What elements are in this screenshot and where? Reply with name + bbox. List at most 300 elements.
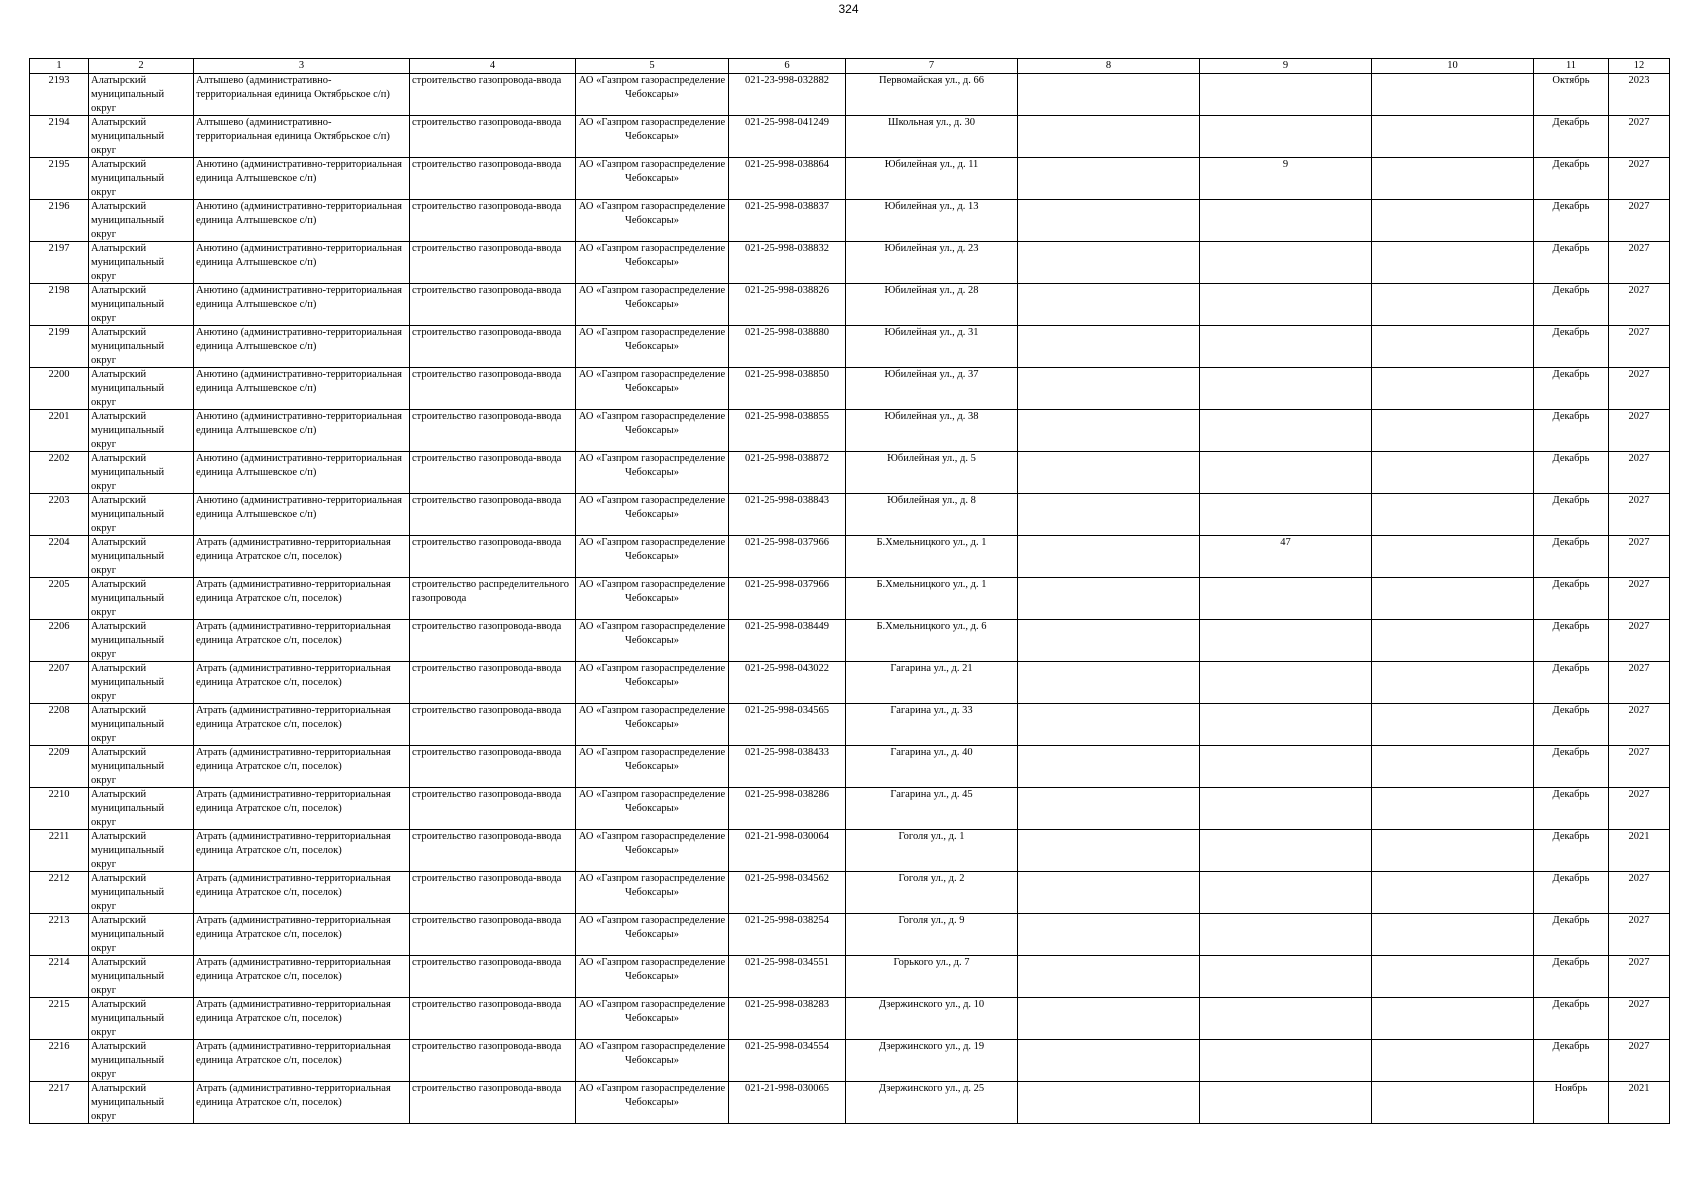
column-10-cell-text (1374, 914, 1531, 955)
column-10-cell (1372, 116, 1534, 158)
settlement-cell-text: Анютино (административно-территориальная единица Алтышевское с/п) (196, 453, 402, 478)
column-9-cell (1200, 872, 1372, 914)
column-9-cell (1200, 914, 1372, 956)
work-type-cell-text: строительство газопровода-ввода (412, 243, 562, 254)
column-8-cell-text (1020, 284, 1197, 325)
column-9-cell (1200, 788, 1372, 830)
address-cell (846, 242, 1018, 284)
address-cell (846, 620, 1018, 662)
work-type-cell-text: строительство газопровода-ввода (412, 999, 562, 1010)
year-cell-text: 2021 (1628, 1083, 1650, 1094)
settlement-cell-text: Анютино (административно-территориальная единица Алтышевское с/п) (196, 159, 402, 184)
table-row (30, 494, 1670, 536)
table-row (30, 74, 1670, 116)
address-cell-text: Первомайская ул., д. 66 (879, 75, 984, 86)
work-type-cell-text: строительство газопровода-ввода (412, 621, 562, 632)
column-10-cell (1372, 956, 1534, 998)
month-cell (1534, 200, 1609, 242)
address-cell (846, 704, 1018, 746)
column-8-cell (1018, 200, 1200, 242)
object-code-cell (729, 788, 846, 830)
table-row (30, 158, 1670, 200)
month-cell (1534, 326, 1609, 368)
year-cell-text: 2027 (1628, 159, 1650, 170)
settlement-cell (194, 158, 410, 200)
row-number-text: 2209 (48, 747, 70, 758)
row-number-text: 2204 (48, 537, 70, 548)
year-cell-text: 2027 (1628, 579, 1650, 590)
table-row (30, 704, 1670, 746)
row-number-text: 2201 (48, 411, 70, 422)
organization-cell-text: АО «Газпром газораспределение Чебоксары» (578, 537, 726, 562)
district-cell (89, 368, 194, 410)
organization-cell (576, 1082, 729, 1124)
work-type-cell (410, 494, 576, 536)
row-number (30, 578, 89, 620)
settlement-cell-text: Анютино (административно-территориальная единица Алтышевское с/п) (196, 201, 402, 226)
row-number (30, 326, 89, 368)
work-type-cell-text: строительство газопровода-ввода (412, 831, 562, 842)
column-header: 12 (1609, 59, 1670, 74)
work-type-cell-text: строительство газопровода-ввода (412, 117, 562, 128)
organization-cell (576, 956, 729, 998)
work-type-cell (410, 74, 576, 116)
work-type-cell-text: строительство газопровода-ввода (412, 159, 562, 170)
month-cell (1534, 914, 1609, 956)
work-type-cell-text: строительство газопровода-ввода (412, 1083, 562, 1094)
organization-cell (576, 74, 729, 116)
settlement-cell-text: Атрать (административно-территориальная единица Атратское с/п, поселок) (196, 747, 391, 772)
row-number-text: 2193 (48, 75, 70, 86)
year-cell (1609, 578, 1670, 620)
column-10-cell (1372, 326, 1534, 368)
district-cell (89, 536, 194, 578)
settlement-cell (194, 326, 410, 368)
column-9-cell (1200, 410, 1372, 452)
district-cell-text: Алатырский муниципальный округ (91, 495, 165, 534)
object-code-cell-text: 021-25-998-038283 (745, 999, 829, 1010)
object-code-cell-text: 021-25-998-038826 (745, 285, 829, 296)
organization-cell-text: АО «Газпром газораспределение Чебоксары» (578, 999, 726, 1024)
year-cell-text: 2027 (1628, 201, 1650, 212)
table-row (30, 620, 1670, 662)
address-cell (846, 1082, 1018, 1124)
year-cell (1609, 830, 1670, 872)
column-8-cell (1018, 452, 1200, 494)
address-cell-text: Дзержинского ул., д. 19 (878, 1041, 985, 1052)
work-type-cell-text: строительство газопровода-ввода (412, 327, 562, 338)
table-row (30, 242, 1670, 284)
month-cell (1534, 662, 1609, 704)
settlement-cell (194, 74, 410, 116)
column-8-cell (1018, 1040, 1200, 1082)
row-number (30, 536, 89, 578)
address-cell-text: Юбилейная ул., д. 38 (884, 411, 979, 422)
organization-cell-text: АО «Газпром газораспределение Чебоксары» (578, 663, 726, 688)
address-cell-text: Школьная ул., д. 30 (887, 117, 976, 128)
row-number (30, 284, 89, 326)
settlement-cell (194, 410, 410, 452)
row-number-text: 2206 (48, 621, 70, 632)
row-number (30, 998, 89, 1040)
month-cell-text: Декабрь (1552, 831, 1590, 842)
column-10-cell-text (1374, 326, 1531, 367)
column-8-cell-text (1020, 578, 1197, 619)
object-code-cell-text: 021-25-998-034551 (745, 957, 829, 968)
row-number (30, 830, 89, 872)
table-row (30, 578, 1670, 620)
column-9-cell-text: 47 (1280, 537, 1291, 548)
table-row (30, 1082, 1670, 1124)
year-cell (1609, 74, 1670, 116)
settlement-cell-text: Атрать (административно-территориальная единица Атратское с/п, поселок) (196, 1041, 391, 1066)
organization-cell-text: АО «Газпром газораспределение Чебоксары» (578, 453, 726, 478)
column-9-cell-text (1202, 410, 1369, 451)
object-code-cell-text: 021-25-998-038855 (745, 411, 829, 422)
organization-cell-text: АО «Газпром газораспределение Чебоксары» (578, 621, 726, 646)
month-cell (1534, 116, 1609, 158)
organization-cell-text: АО «Газпром газораспределение Чебоксары» (578, 579, 726, 604)
object-code-cell (729, 158, 846, 200)
work-type-cell-text: строительство газопровода-ввода (412, 495, 562, 506)
settlement-cell (194, 368, 410, 410)
column-10-cell-text (1374, 410, 1531, 451)
object-code-cell (729, 956, 846, 998)
organization-cell-text: АО «Газпром газораспределение Чебоксары» (578, 831, 726, 856)
work-type-cell-text: строительство газопровода-ввода (412, 663, 562, 674)
address-cell (846, 326, 1018, 368)
row-number (30, 74, 89, 116)
month-cell (1534, 1082, 1609, 1124)
district-cell (89, 872, 194, 914)
year-cell (1609, 368, 1670, 410)
month-cell-text: Декабрь (1552, 621, 1590, 632)
row-number (30, 956, 89, 998)
settlement-cell (194, 788, 410, 830)
year-cell-text: 2027 (1628, 621, 1650, 632)
settlement-cell-text: Анютино (административно-территориальная единица Алтышевское с/п) (196, 327, 402, 352)
year-cell (1609, 242, 1670, 284)
work-type-cell (410, 410, 576, 452)
table-row (30, 662, 1670, 704)
row-number-text: 2208 (48, 705, 70, 716)
column-9-cell (1200, 242, 1372, 284)
address-cell (846, 410, 1018, 452)
month-cell (1534, 242, 1609, 284)
work-type-cell-text: строительство газопровода-ввода (412, 789, 562, 800)
work-type-cell (410, 536, 576, 578)
district-cell-text: Алатырский муниципальный округ (91, 453, 165, 492)
table-row (30, 914, 1670, 956)
column-8-cell (1018, 242, 1200, 284)
column-10-cell (1372, 1082, 1534, 1124)
work-type-cell (410, 704, 576, 746)
settlement-cell (194, 116, 410, 158)
address-cell-text: Б.Хмельницкого ул., д. 1 (876, 579, 987, 590)
month-cell-text: Декабрь (1552, 999, 1590, 1010)
settlement-cell (194, 914, 410, 956)
column-9-cell (1200, 662, 1372, 704)
work-type-cell-text: строительство газопровода-ввода (412, 705, 562, 716)
column-10-cell-text (1374, 956, 1531, 997)
work-type-cell (410, 200, 576, 242)
district-cell-text: Алатырский муниципальный округ (91, 957, 165, 996)
column-8-cell-text (1020, 368, 1197, 409)
year-cell (1609, 788, 1670, 830)
row-number (30, 662, 89, 704)
object-code-cell-text: 021-25-998-043022 (745, 663, 829, 674)
row-number-text: 2194 (48, 117, 70, 128)
address-cell-text: Гоголя ул., д. 9 (898, 915, 965, 926)
column-10-cell-text (1374, 1082, 1531, 1123)
settlement-cell (194, 704, 410, 746)
organization-cell (576, 410, 729, 452)
work-type-cell-text: строительство газопровода-ввода (412, 453, 562, 464)
organization-cell (576, 452, 729, 494)
year-cell-text: 2027 (1628, 495, 1650, 506)
column-8-cell-text (1020, 452, 1197, 493)
address-cell (846, 956, 1018, 998)
address-cell-text: Гагарина ул., д. 45 (890, 789, 973, 800)
address-cell (846, 914, 1018, 956)
row-number-text: 2210 (48, 789, 70, 800)
row-number (30, 746, 89, 788)
column-9-cell (1200, 74, 1372, 116)
column-10-cell-text (1374, 788, 1531, 829)
row-number (30, 620, 89, 662)
settlement-cell-text: Атрать (административно-территориальная единица Атратское с/п, поселок) (196, 537, 391, 562)
address-cell (846, 452, 1018, 494)
work-type-cell (410, 326, 576, 368)
month-cell (1534, 620, 1609, 662)
column-9-cell-text (1202, 1082, 1369, 1123)
column-10-cell (1372, 410, 1534, 452)
column-10-cell (1372, 74, 1534, 116)
address-cell (846, 494, 1018, 536)
table-row (30, 1040, 1670, 1082)
object-code-cell-text: 021-25-998-038843 (745, 495, 829, 506)
work-type-cell-text: строительство газопровода-ввода (412, 369, 562, 380)
year-cell (1609, 746, 1670, 788)
object-code-cell (729, 662, 846, 704)
table-body (30, 74, 1670, 1124)
address-cell-text: Юбилейная ул., д. 28 (884, 285, 979, 296)
column-9-cell-text (1202, 578, 1369, 619)
column-10-cell (1372, 368, 1534, 410)
settlement-cell-text: Атрать (административно-территориальная единица Атратское с/п, поселок) (196, 663, 391, 688)
column-10-cell (1372, 788, 1534, 830)
organization-cell (576, 914, 729, 956)
row-number-text: 2198 (48, 285, 70, 296)
year-cell-text: 2027 (1628, 327, 1650, 338)
organization-cell-text: АО «Газпром газораспределение Чебоксары» (578, 495, 726, 520)
column-9-cell (1200, 158, 1372, 200)
column-10-cell (1372, 872, 1534, 914)
work-type-cell-text: строительство газопровода-ввода (412, 915, 562, 926)
column-9-cell-text: 9 (1282, 159, 1289, 170)
work-type-cell (410, 1082, 576, 1124)
object-code-cell (729, 452, 846, 494)
month-cell (1534, 452, 1609, 494)
address-cell (846, 158, 1018, 200)
district-cell-text: Алатырский муниципальный округ (91, 75, 165, 114)
year-cell-text: 2027 (1628, 957, 1650, 968)
column-9-cell-text (1202, 914, 1369, 955)
organization-cell-text: АО «Газпром газораспределение Чебоксары» (578, 159, 726, 184)
address-cell-text: Гагарина ул., д. 40 (890, 747, 973, 758)
year-cell (1609, 284, 1670, 326)
object-code-cell-text: 021-23-998-032882 (745, 75, 829, 86)
object-code-cell (729, 1040, 846, 1082)
month-cell-text: Декабрь (1552, 663, 1590, 674)
column-8-cell (1018, 1082, 1200, 1124)
settlement-cell-text: Алтышево (административно-территориальная единица Октябрьское с/п) (196, 117, 390, 142)
district-cell (89, 998, 194, 1040)
column-9-cell-text (1202, 998, 1369, 1039)
organization-cell (576, 620, 729, 662)
year-cell-text: 2027 (1628, 789, 1650, 800)
district-cell-text: Алатырский муниципальный округ (91, 831, 165, 870)
column-8-cell-text (1020, 158, 1197, 199)
column-8-cell (1018, 872, 1200, 914)
month-cell-text: Декабрь (1552, 789, 1590, 800)
column-8-cell (1018, 74, 1200, 116)
column-8-cell (1018, 956, 1200, 998)
column-9-cell (1200, 494, 1372, 536)
column-10-cell-text (1374, 116, 1531, 157)
table-row (30, 830, 1670, 872)
column-9-cell-text (1202, 872, 1369, 913)
column-8-cell-text (1020, 1040, 1197, 1081)
organization-cell-text: АО «Газпром газораспределение Чебоксары» (578, 411, 726, 436)
column-9-cell-text (1202, 494, 1369, 535)
organization-cell (576, 368, 729, 410)
district-cell (89, 620, 194, 662)
column-8-cell-text (1020, 494, 1197, 535)
column-8-cell-text (1020, 116, 1197, 157)
organization-cell-text: АО «Газпром газораспределение Чебоксары» (578, 327, 726, 352)
year-cell (1609, 452, 1670, 494)
column-9-cell (1200, 1040, 1372, 1082)
month-cell-text: Декабрь (1552, 453, 1590, 464)
object-code-cell (729, 494, 846, 536)
organization-cell-text: АО «Газпром газораспределение Чебоксары» (578, 789, 726, 814)
year-cell (1609, 326, 1670, 368)
work-type-cell-text: строительство распределительного газопровода (412, 579, 570, 604)
month-cell (1534, 1040, 1609, 1082)
year-cell-text: 2027 (1628, 663, 1650, 674)
row-number (30, 704, 89, 746)
settlement-cell-text: Анютино (административно-территориальная единица Алтышевское с/п) (196, 285, 402, 310)
address-cell (846, 872, 1018, 914)
column-9-cell (1200, 326, 1372, 368)
year-cell-text: 2027 (1628, 705, 1650, 716)
settlement-cell (194, 830, 410, 872)
month-cell-text: Декабрь (1552, 327, 1590, 338)
column-9-cell-text (1202, 620, 1369, 661)
year-cell-text: 2027 (1628, 411, 1650, 422)
district-cell-text: Алатырский муниципальный округ (91, 243, 165, 282)
month-cell-text: Декабрь (1552, 411, 1590, 422)
organization-cell (576, 662, 729, 704)
column-8-cell-text (1020, 326, 1197, 367)
district-cell (89, 1082, 194, 1124)
column-header: 7 (846, 59, 1018, 74)
object-code-cell-text: 021-25-998-034565 (745, 705, 829, 716)
month-cell-text: Декабрь (1552, 285, 1590, 296)
column-10-cell-text (1374, 284, 1531, 325)
row-number (30, 158, 89, 200)
address-cell-text: Юбилейная ул., д. 8 (887, 495, 976, 506)
object-code-cell-text: 021-25-998-038872 (745, 453, 829, 464)
row-number-text: 2215 (48, 999, 70, 1010)
object-code-cell (729, 914, 846, 956)
month-cell-text: Декабрь (1552, 705, 1590, 716)
object-code-cell-text: 021-25-998-037966 (745, 537, 829, 548)
settlement-cell (194, 746, 410, 788)
table-row (30, 410, 1670, 452)
column-9-cell (1200, 536, 1372, 578)
work-type-cell (410, 284, 576, 326)
month-cell (1534, 368, 1609, 410)
column-8-cell-text (1020, 956, 1197, 997)
month-cell-text: Декабрь (1552, 747, 1590, 758)
work-type-cell-text: строительство газопровода-ввода (412, 411, 562, 422)
column-8-cell-text (1020, 242, 1197, 283)
year-cell-text: 2027 (1628, 1041, 1650, 1052)
settlement-cell (194, 242, 410, 284)
year-cell (1609, 1082, 1670, 1124)
column-10-cell (1372, 746, 1534, 788)
column-9-cell (1200, 116, 1372, 158)
column-9-cell (1200, 200, 1372, 242)
month-cell (1534, 746, 1609, 788)
object-code-cell (729, 704, 846, 746)
column-8-cell-text (1020, 536, 1197, 577)
column-10-cell (1372, 830, 1534, 872)
column-header: 10 (1372, 59, 1534, 74)
column-10-cell-text (1374, 1040, 1531, 1081)
address-cell (846, 578, 1018, 620)
column-8-cell (1018, 536, 1200, 578)
column-8-cell-text (1020, 788, 1197, 829)
month-cell-text: Декабрь (1552, 1041, 1590, 1052)
object-code-cell-text: 021-25-998-034562 (745, 873, 829, 884)
column-9-cell-text (1202, 452, 1369, 493)
settlement-cell (194, 536, 410, 578)
column-10-cell-text (1374, 200, 1531, 241)
settlement-cell (194, 662, 410, 704)
organization-cell-text: АО «Газпром газораспределение Чебоксары» (578, 201, 726, 226)
organization-cell (576, 158, 729, 200)
address-cell-text: Б.Хмельницкого ул., д. 6 (876, 621, 987, 632)
column-10-cell (1372, 452, 1534, 494)
column-header: 4 (410, 59, 576, 74)
settlement-cell-text: Атрать (административно-территориальная единица Атратское с/п, поселок) (196, 873, 391, 898)
table-row (30, 116, 1670, 158)
column-9-cell-text (1202, 788, 1369, 829)
year-cell (1609, 872, 1670, 914)
column-9-cell-text (1202, 74, 1369, 115)
year-cell-text: 2027 (1628, 747, 1650, 758)
organization-cell (576, 1040, 729, 1082)
year-cell (1609, 158, 1670, 200)
row-number (30, 368, 89, 410)
month-cell (1534, 872, 1609, 914)
work-type-cell (410, 998, 576, 1040)
month-cell (1534, 788, 1609, 830)
object-code-cell-text: 021-25-998-038449 (745, 621, 829, 632)
